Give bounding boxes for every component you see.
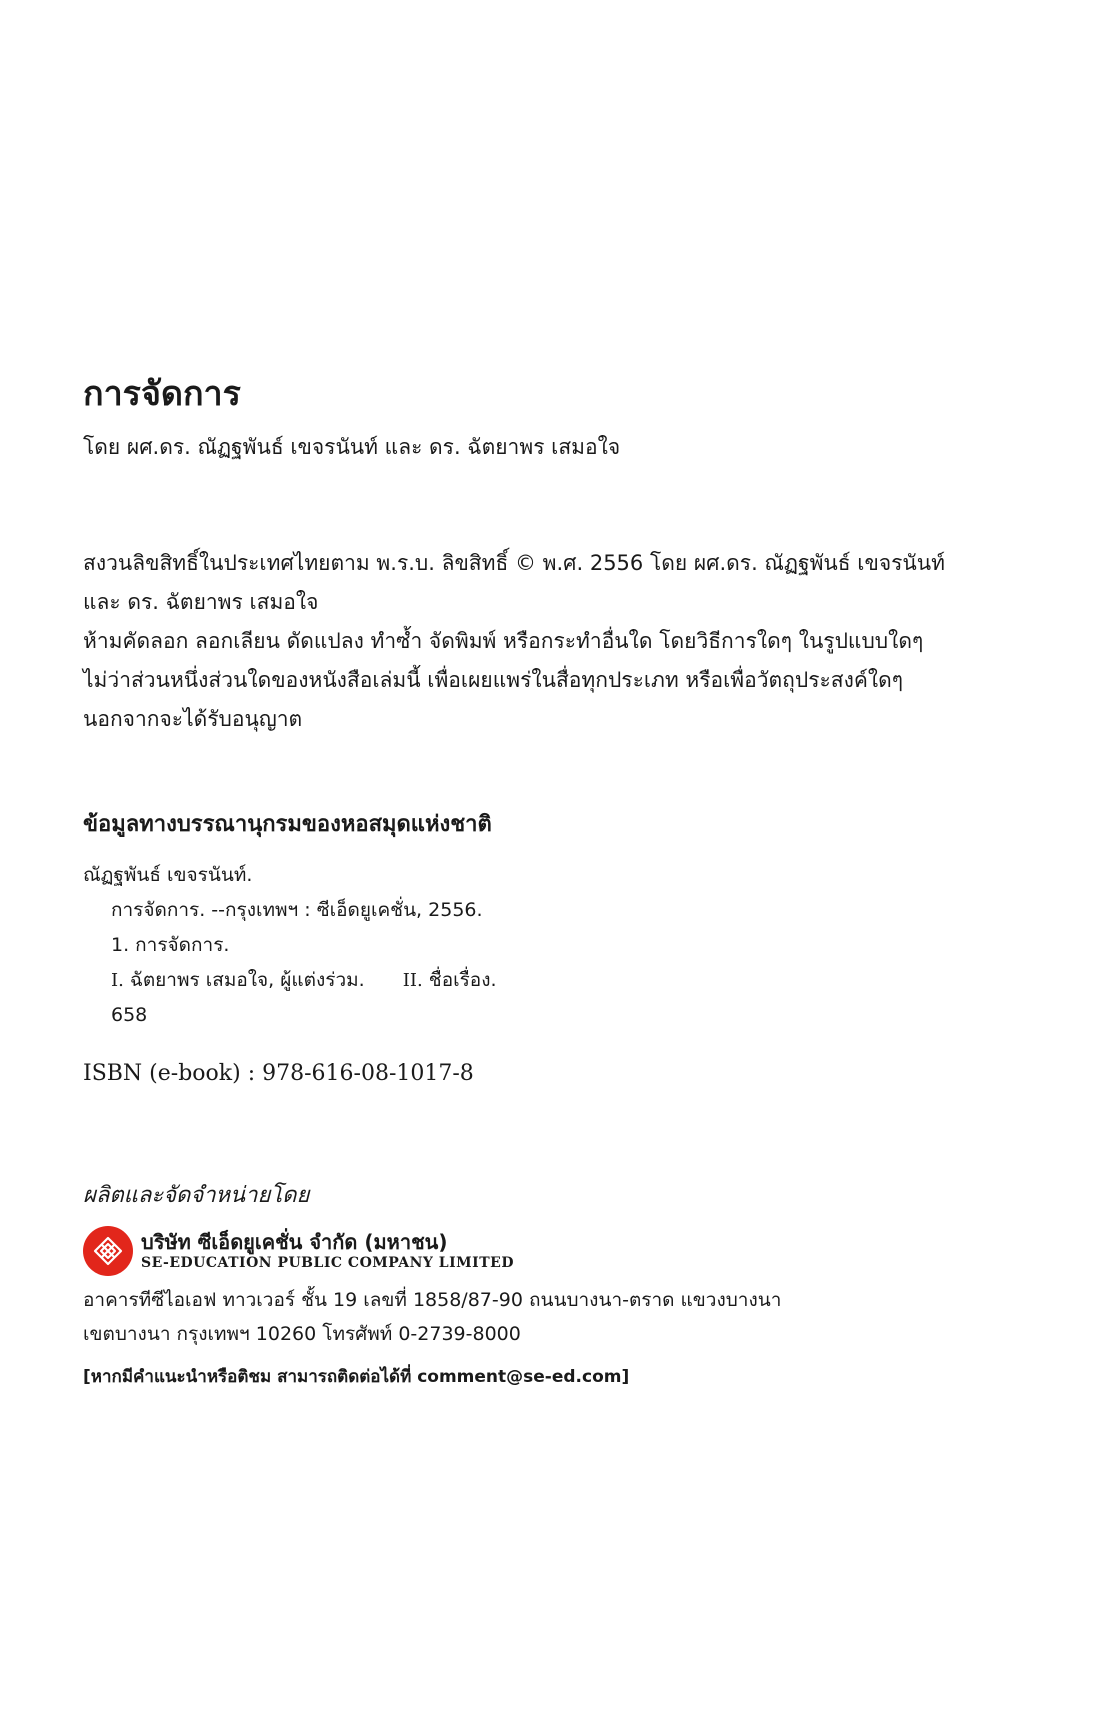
copyright-line: นอกจากจะได้รับอนุญาต [83,707,303,731]
se-ed-logo-icon [83,1226,133,1276]
produced-by-label: ผลิตและจัดจำหน่ายโดย [83,1183,310,1208]
copyright-notice [83,544,963,739]
book-title: การจัดการ [83,374,241,414]
book-byline: โดย ผศ.ดร. ณัฏฐพันธ์ เขจรนันท์ และ ดร. ฉัตยาพร เสมอใจ [83,435,621,459]
publisher-name-english: SE-EDUCATION PUBLIC COMPANY LIMITED [141,1255,514,1271]
cip-added-entry-numeral: I. [111,970,124,991]
publisher-name-thai: บริษัท ซีเอ็ดยูเคชั่น จำกัด (มหาชน) [141,1230,448,1254]
publisher-block [83,1226,514,1276]
copyright-line: และ ดร. ฉัตยาพร เสมอใจ [83,590,319,614]
cip-classification: 658 [111,1004,148,1026]
copyright-line: ไม่ว่าส่วนหนึ่งส่วนใดของหนังสือเล่มนี้ เพื่อเผยแพร่ในสื่อทุกประเภท หรือเพื่อวัตถุประสงค์ใดๆ [83,668,904,692]
cip-title-entry: ชื่อเรื่อง. [428,969,497,991]
cip-heading: ข้อมูลทางบรรณานุกรมของหอสมุดแห่งชาติ [83,811,492,837]
contact-note: [หากมีคำแนะนำหรือติชม สามารถติดต่อได้ที่ comment@se-ed.com] [83,1367,630,1387]
cip-imprint: การจัดการ. --กรุงเทพฯ : ซีเอ็ดยูเคชั่น, 2556. [111,899,483,921]
cip-subject: 1. การจัดการ. [111,934,230,956]
cip-added-entries [83,963,497,998]
cip-author: ณัฏฐพันธ์ เขจรนันท์. [83,864,253,886]
isbn: ISBN (e-book) : 978-616-08-1017-8 [83,1061,474,1086]
cip-added-entry: ฉัตยาพร เสมอใจ, ผู้แต่งร่วม. [129,969,365,991]
copyright-line: สงวนลิขสิทธิ์ในประเทศไทยตาม พ.ร.บ. ลิขสิทธิ์ © พ.ศ. 2556 โดย ผศ.ดร. ณัฏฐพันธ์ เขจรนันท์ [83,551,945,575]
publisher-address [83,1283,781,1351]
address-line: อาคารทีซีไอเอฟ ทาวเวอร์ ชั้น 19 เลขที่ 1858/87-90 ถนนบางนา-ตราด แขวงบางนา [83,1289,782,1311]
cip-record [83,858,497,1033]
address-line: เขตบางนา กรุงเทพฯ 10260 โทรศัพท์ 0-2739-8000 [83,1323,521,1345]
copyright-line: ห้ามคัดลอก ลอกเลียน ดัดแปลง ทำซ้ำ จัดพิมพ์ หรือกระทำอื่นใด โดยวิธีการใดๆ ในรูปแบบใดๆ [83,629,924,653]
cip-title-entry-numeral: II. [402,970,423,991]
